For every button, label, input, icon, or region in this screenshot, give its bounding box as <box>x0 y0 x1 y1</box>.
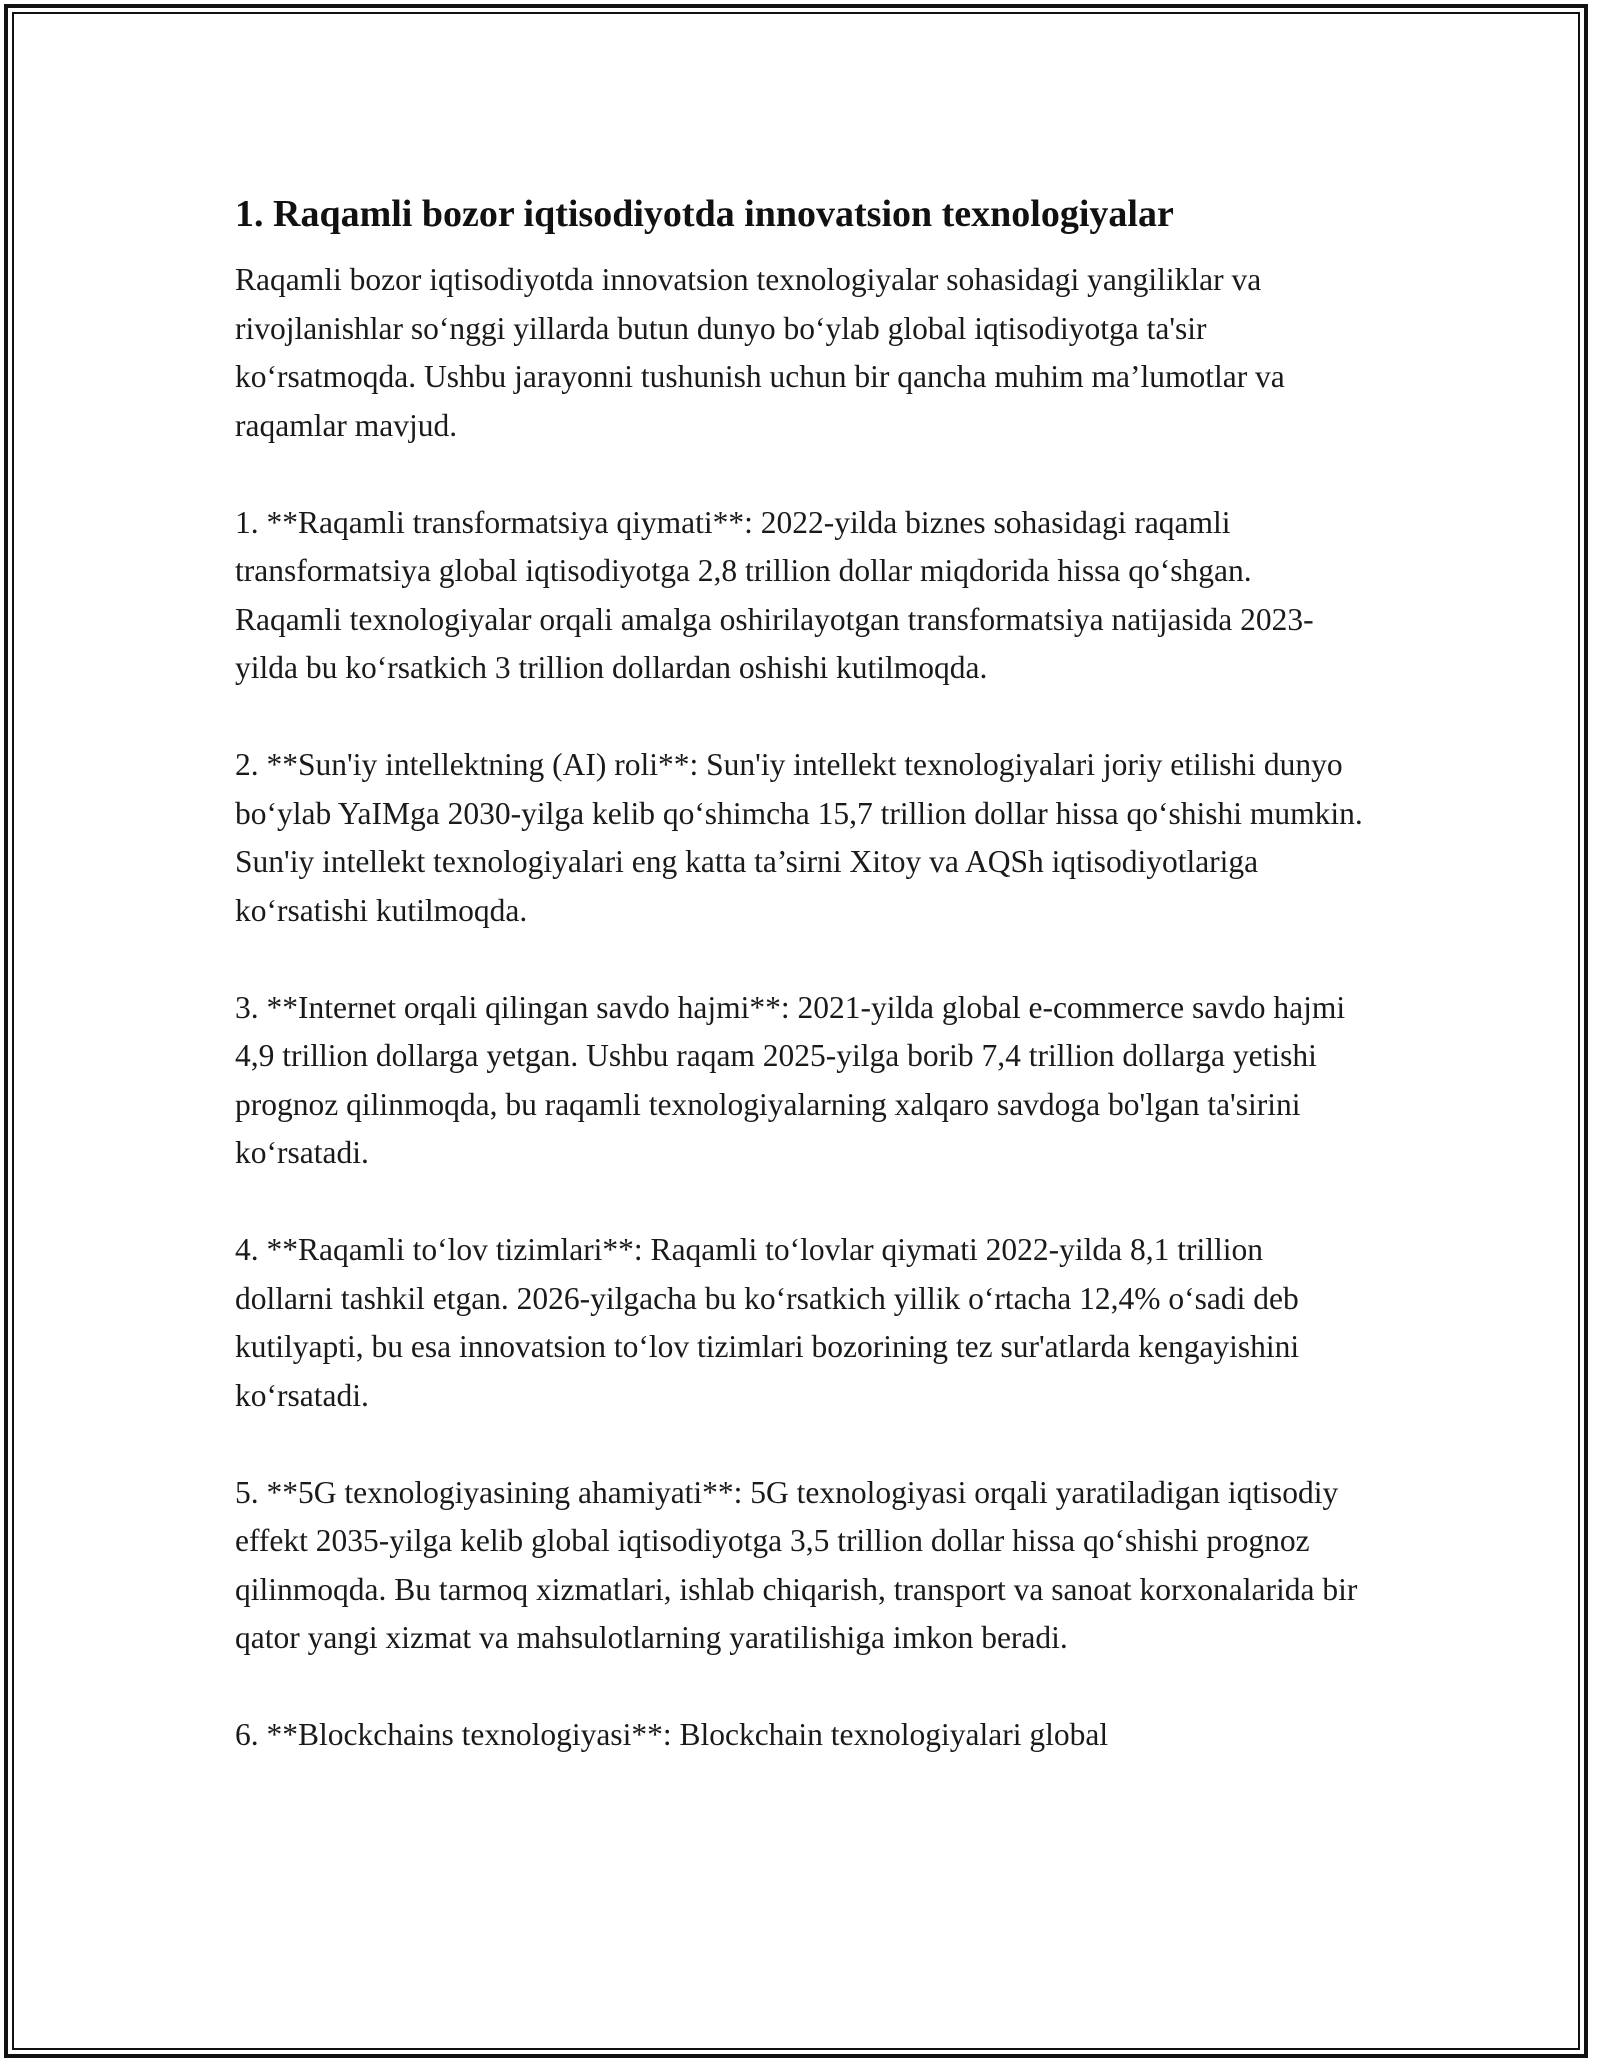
section-heading: 1. Raqamli bozor iqtisodiyotda innovatsion texnologiyalar <box>235 193 1174 235</box>
document-body <box>235 186 1365 1808</box>
list-item-ecommerce-volume: 3. **Internet orqali qilingan savdo hajmi**: 2021-yilda global e-commerce savdo hajmi 4,9 trillion dollarga yetgan. Ushbu raqam 2025-yilga borib 7,4 trillion dollarga yetishi prognoz qilinmoqda, bu raqamli texnologiyalarning xalqaro savdoga bo'lgan ta'sirini ko‘rsatadi. <box>235 989 1346 1170</box>
list-item-blockchain: 6. **Blockchains texnologiyasi**: Blockchain texnologiyalari global <box>235 1717 1109 1752</box>
list-item-digital-transformation: 1. **Raqamli transformatsiya qiymati**: 2022-yilda biznes sohasidagi raqamli transformatsiya global iqtisodiyotga 2,8 trillion dollar miqdorida hissa qo‘shgan. Raqamli texnologiyalar orqali amalga oshirilayotgan transformatsiya natijasida 2023-yilda bu ko‘rsatkich 3 trillion dollardan oshishi kutilmoqda. <box>235 504 1314 685</box>
list-item-digital-payments: 4. **Raqamli to‘lov tizimlari**: Raqamli to‘lovlar qiymati 2022-yilda 8,1 trillion dollarni tashkil etgan. 2026-yilgacha bu ko‘rsatkich yillik o‘rtacha 12,4% o‘sadi deb kutilyapti, bu esa innovatsion to‘lov tizimlari bozorining tez sur'atlarda kengayishini ko‘rsatadi. <box>235 1232 1300 1413</box>
intro-paragraph: Raqamli bozor iqtisodiyotda innovatsion texnologiyalar sohasidagi yangiliklar va rivojlanishlar so‘nggi yillarda butun dunyo bo‘ylab global iqtisodiyotga ta'sir ko‘rsatmoqda. Ushbu jarayonni tushunish uchun bir qancha muhim ma’lumotlar va raqamlar mavjud. <box>235 262 1285 443</box>
list-item-5g-importance: 5. **5G texnologiyasining ahamiyati**: 5G texnologiyasi orqali yaratiladigan iqtisodiy effekt 2035-yilga kelib global iqtisodiyotga 3,5 trillion dollar hissa qo‘shishi prognoz qilinmoqda. Bu tarmoq xizmatlari, ishlab chiqarish, transport va sanoat korxonalarida bir qator yangi xizmat va mahsulotlarning yaratilishiga imkon beradi. <box>235 1474 1358 1655</box>
list-item-ai-role: 2. **Sun'iy intellektning (AI) roli**: Sun'iy intellekt texnologiyalari joriy etilishi dunyo bo‘ylab YaIMga 2030-yilga kelib qo‘shimcha 15,7 trillion dollar hissa qo‘shishi mumkin. Sun'iy intellekt texnologiyalari eng katta ta’sirni Xitoy va AQSh iqtisodiyotlariga ko‘rsatishi kutilmoqda. <box>235 747 1363 928</box>
